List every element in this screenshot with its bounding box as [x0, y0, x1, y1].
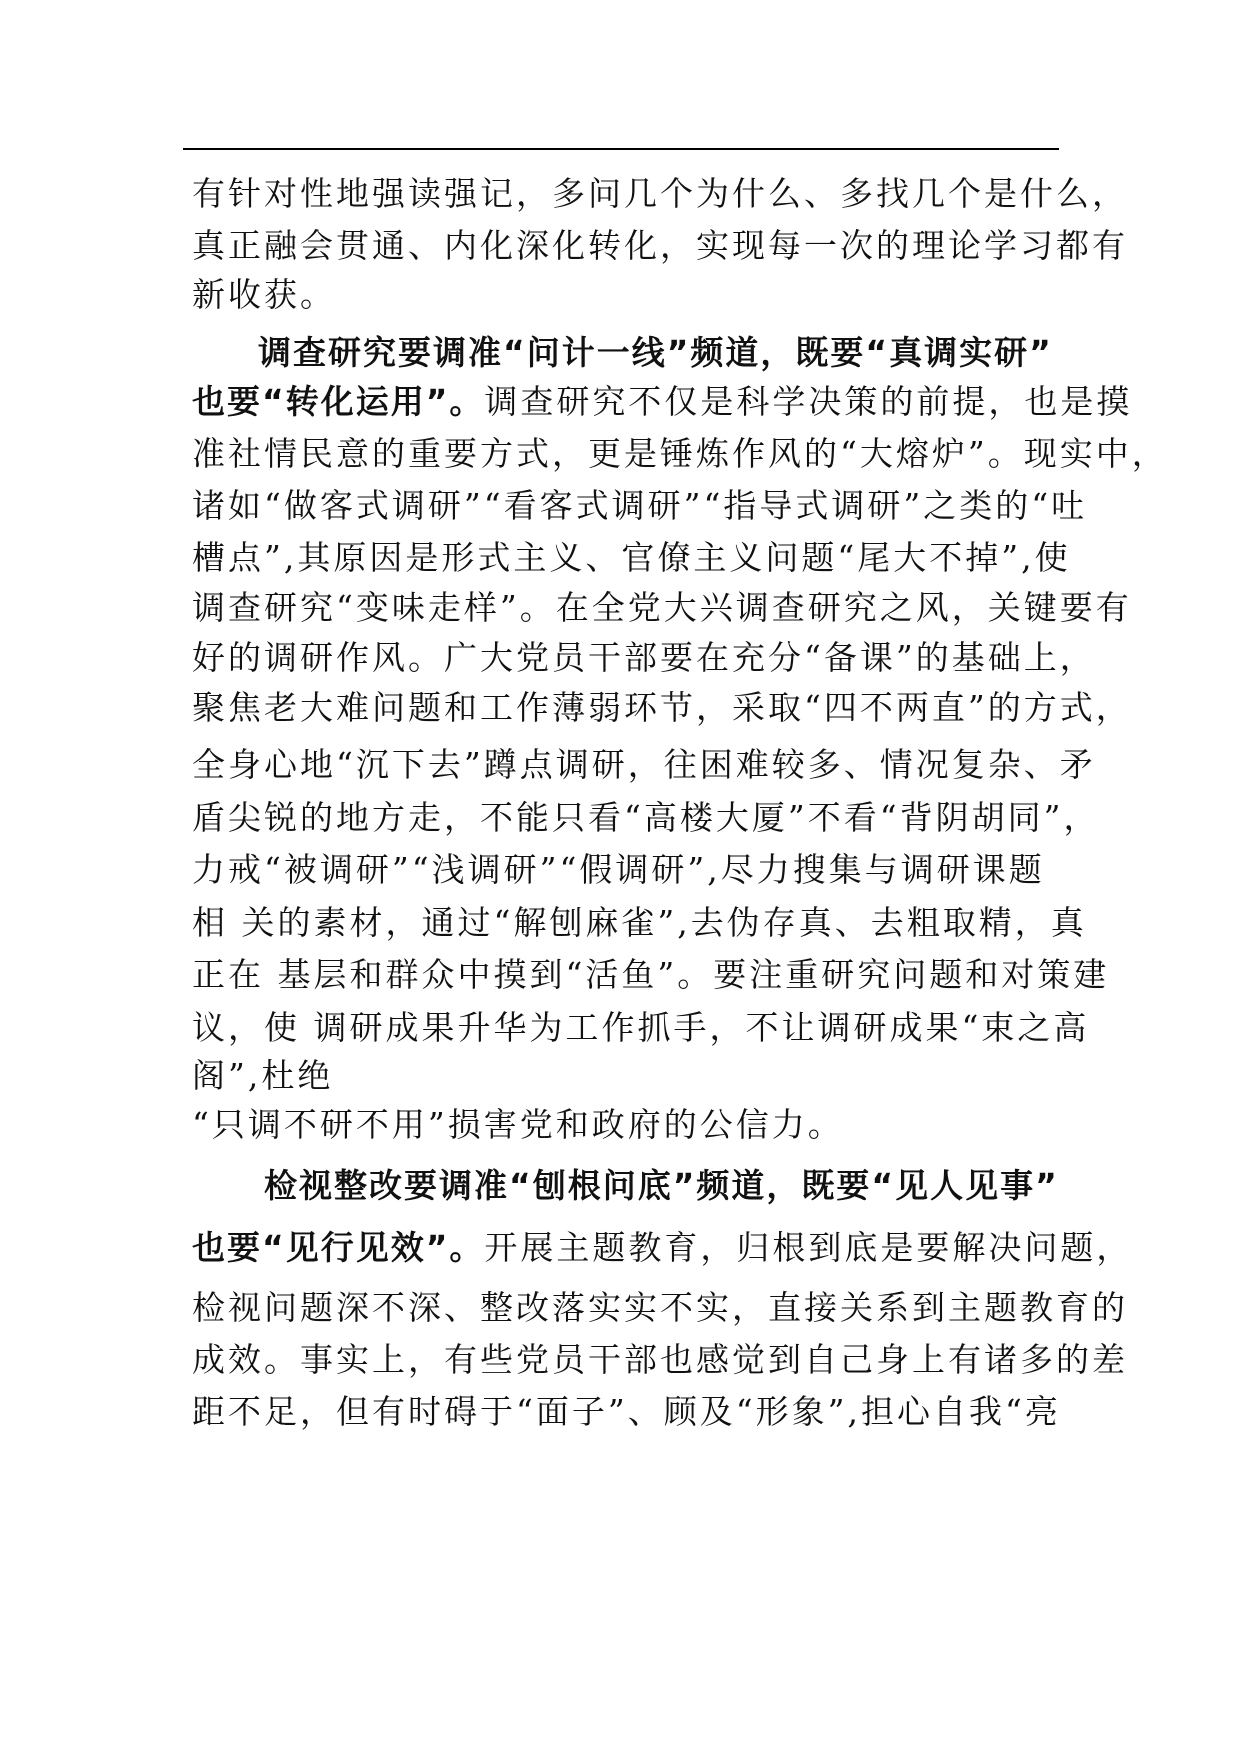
section-heading-continued: 也要“转化运用”。	[192, 382, 485, 421]
text-line: 调查研究“变味走样”。在全党大兴调查研究之风，关键要有	[192, 588, 1132, 627]
text-line: 准社情民意的重要方式，更是锤炼作风的“大熔炉”。现实中，	[192, 434, 1168, 473]
text-line	[192, 382, 1132, 422]
text-line: 新收获。	[192, 275, 336, 314]
text-line: 槽点”,其原因是形式主义、官僚主义问题“尾大不掉”,使	[192, 538, 1071, 577]
text-line: 真正融会贯通、内化深化转化，实现每一次的理论学习都有	[192, 226, 1128, 265]
text-line: 盾尖锐的地方走，不能只看“高楼大厦”不看“背阴胡同”，	[192, 798, 1100, 837]
text-line: 距不足，但有时碍于“面子”、顾及“形象”,担心自我“亮	[192, 1392, 1061, 1431]
text-line: 议，使 调研成果升华为工作抓手，不让调研成果“束之高	[192, 1008, 1090, 1047]
text-line: 正在 基层和群众中摸到“活鱼”。要注重研究问题和对策建	[192, 955, 1110, 994]
header-rule	[183, 148, 1059, 150]
text-line: 阁”,杜绝	[192, 1056, 334, 1095]
text-line: 诸如“做客式调研”“看客式调研”“指导式调研”之类的“吐	[192, 486, 1088, 525]
text-line: 聚焦老大难问题和工作薄弱环节，采取“四不两直”的方式，	[192, 688, 1132, 727]
text-line	[192, 1228, 1132, 1268]
text-line: 成效。事实上，有些党员干部也感觉到自己身上有诸多的差	[192, 1340, 1128, 1379]
text-line: 相 关的素材，通过“解刨麻雀”,去伪存真、去粗取精，真	[192, 903, 1087, 942]
text-line: 检视问题深不深、整改落实实不实，直接关系到主题教育的	[192, 1288, 1128, 1327]
text-line: 全身心地“沉下去”蹲点调研，往困难较多、情况复杂、矛	[192, 745, 1096, 784]
text-line: 好的调研作风。广大党员干部要在充分“备课”的基础上，	[192, 638, 1096, 677]
paragraph-text: 调查研究不仅是科学决策的前提，也是摸	[484, 382, 1133, 421]
text-line: 力戒“被调研”“浅调研”“假调研”,尽力搜集与调研课题	[192, 850, 1045, 889]
section-heading: 调查研究要调准“问计一线”频道，既要“真调实研”	[258, 333, 1053, 372]
paragraph-text: 开展主题教育，归根到底是要解决问题，	[484, 1228, 1133, 1267]
section-heading: 检视整改要调准“刨根问底”频道，既要“见人见事”	[264, 1166, 1059, 1205]
text-line: 有针对性地强读强记，多问几个为什么、多找几个是什么，	[192, 174, 1128, 213]
section-heading-continued: 也要“见行见效”。	[192, 1228, 485, 1267]
text-line: “只调不研不用”损害党和政府的公信力。	[192, 1105, 844, 1144]
